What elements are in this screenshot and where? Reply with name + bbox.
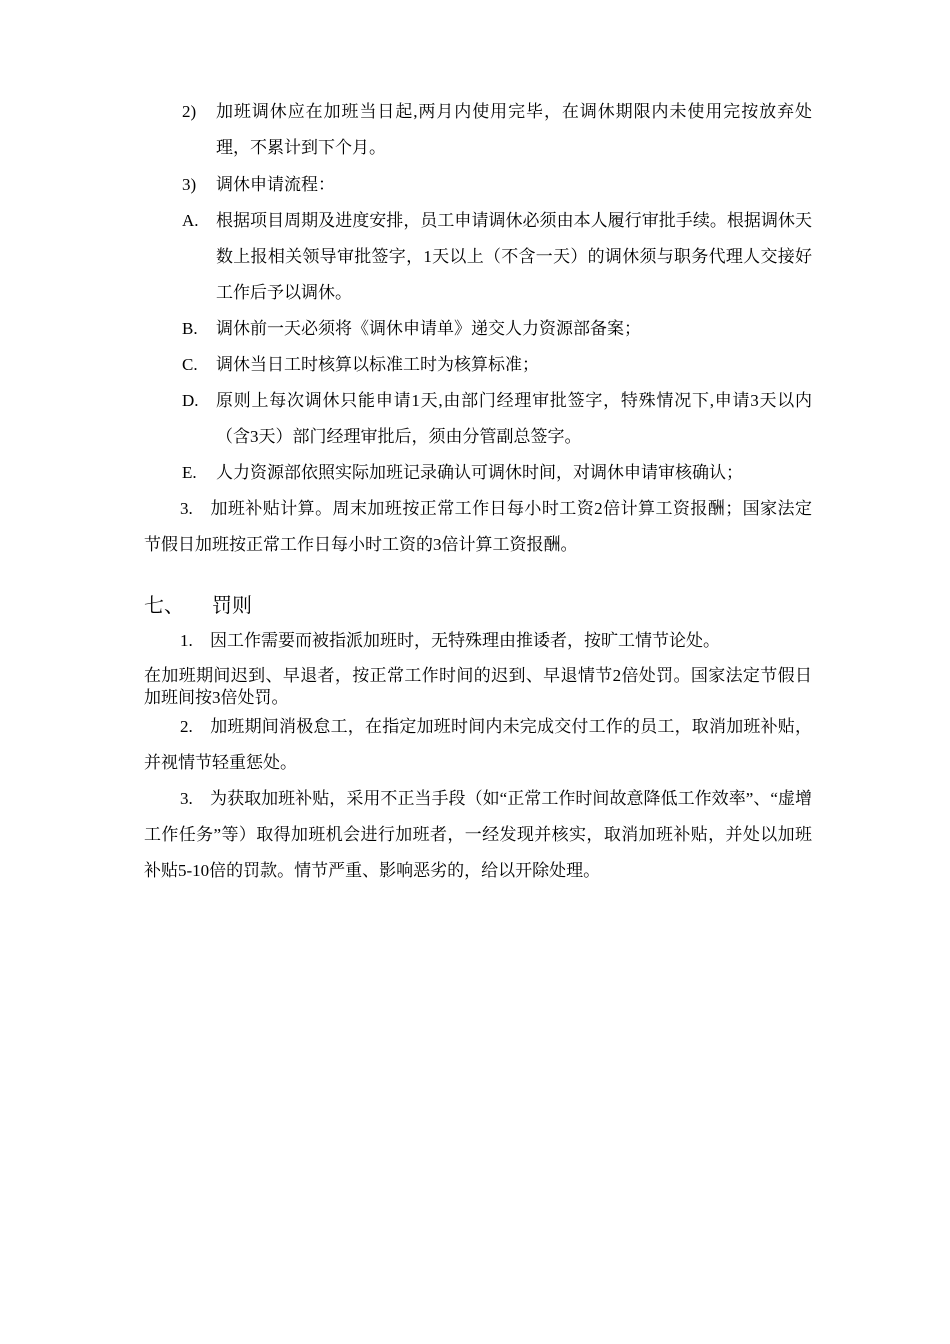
list-item	[182, 347, 812, 383]
rule-paragraph	[144, 781, 812, 889]
list-item-text: 原则上每次调休只能申请1天,由部门经理审批签字，特殊情况下,申请3天以内（含3天）部门经理审批后，须由分管副总签字。	[216, 391, 812, 446]
paragraph-text: 在加班期间迟到、早退者，按正常工作时间的迟到、早退情节2倍处罚。国家法定节假日加班间按3倍处罚。	[144, 666, 812, 707]
list-item-text: 调休申请流程：	[216, 175, 335, 194]
list-item	[182, 203, 812, 311]
paragraph-number: 3.	[180, 499, 193, 518]
section-heading	[144, 591, 252, 621]
section-number: 七、	[144, 595, 184, 617]
paragraph-text: 因工作需要而被指派加班时，无特殊理由推诿者，按旷工情节论处。	[210, 631, 720, 650]
rule-paragraph	[144, 665, 812, 709]
list-item-text: 人力资源部依照实际加班记录确认可调休时间，对调休申请审核确认；	[216, 463, 743, 482]
list-item-number: D.	[182, 391, 199, 410]
list-item-number: 3)	[182, 175, 197, 194]
list-item-text: 加班调休应在加班当日起,两月内使用完毕，在调休期限内未使用完按放弃处理，不累计到下个月。	[216, 102, 812, 157]
paragraph-text: 加班期间消极怠工，在指定加班时间内未完成交付工作的员工，取消加班补贴，并视情节轻重惩处。	[144, 717, 812, 772]
paragraph-number: 2.	[180, 717, 193, 736]
paragraph-text: 为获取加班补贴，采用不正当手段（如“正常工作时间故意降低工作效率”、“虚增工作任务”等）取得加班机会进行加班者，一经发现并核实，取消加班补贴，并处以加班补贴5-10倍的罚款。情节严重、影响恶劣的，给以开除处理。	[144, 789, 812, 880]
list-item	[182, 167, 812, 203]
rule-paragraph	[144, 709, 812, 781]
list-item-number: C.	[182, 355, 198, 374]
list-item-number: 2)	[182, 102, 197, 121]
list-item	[182, 311, 812, 347]
paragraph-text: 加班补贴计算。周末加班按正常工作日每小时工资2倍计算工资报酬；国家法定节假日加班按正常工作日每小时工资的3倍计算工资报酬。	[144, 499, 812, 554]
list-item	[182, 94, 812, 166]
list-item-text: 调休前一天必须将《调休申请单》递交人力资源部备案；	[216, 319, 641, 338]
section-title: 罚则	[212, 595, 252, 617]
paragraph-number: 3.	[180, 789, 193, 808]
subsidy-paragraph	[144, 491, 812, 563]
list-item	[182, 455, 812, 491]
list-item-number: A.	[182, 211, 199, 230]
list-item	[182, 383, 812, 455]
list-item-text: 根据项目周期及进度安排，员工申请调休必须由本人履行审批手续。根据调休天数上报相关领导审批签字，1天以上（不含一天）的调休须与职务代理人交接好工作后予以调休。	[216, 211, 812, 302]
list-item-number: E.	[182, 463, 197, 482]
rule-paragraph	[144, 623, 812, 659]
paragraph-number: 1.	[180, 631, 193, 650]
list-item-number: B.	[182, 319, 198, 338]
list-item-text: 调休当日工时核算以标准工时为核算标准；	[216, 355, 539, 374]
